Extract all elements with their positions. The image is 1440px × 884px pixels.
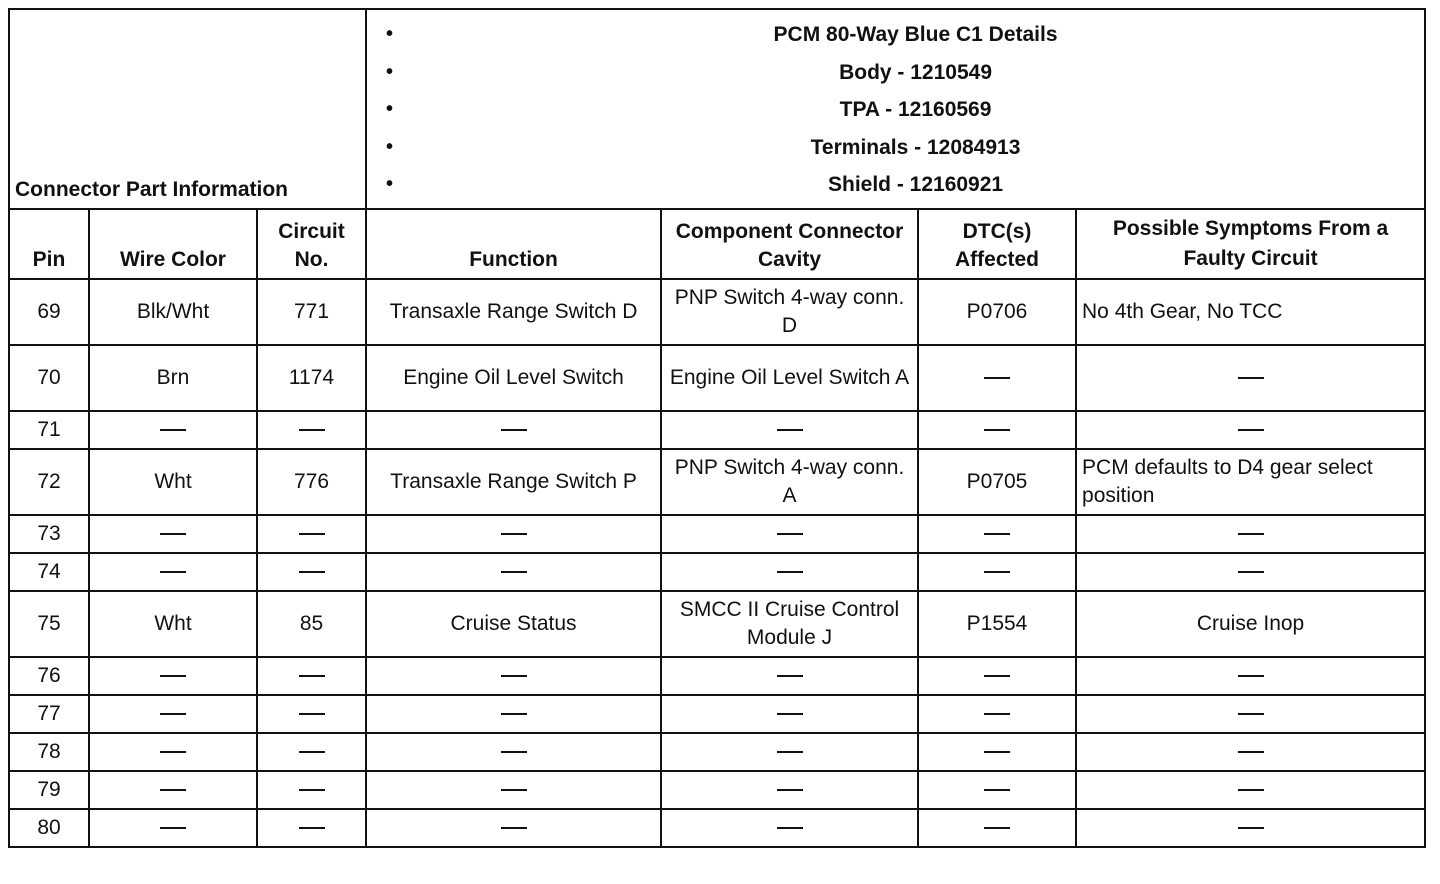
em-dash [299,789,325,791]
em-dash [1238,571,1264,573]
em-dash [501,751,527,753]
em-dash [1238,751,1264,753]
em-dash [777,751,803,753]
cell-wire-color [89,771,257,809]
cell-component-cavity: PNP Switch 4-way conn. A [661,449,918,515]
em-dash [984,429,1010,431]
cell-symptoms [1076,771,1425,809]
connector-info-details [366,9,1425,209]
em-dash [1238,713,1264,715]
connector-info-item: • Body - 1210549 [412,54,1419,92]
cell-function [366,657,661,695]
em-dash [160,827,186,829]
cell-function: Transaxle Range Switch D [366,279,661,345]
cell-function [366,553,661,591]
header-circuit-no: Circuit No. [257,209,366,279]
em-dash [1238,675,1264,677]
cell-dtc [918,733,1076,771]
em-dash [160,533,186,535]
cell-component-cavity [661,733,918,771]
cell-pin: 79 [9,771,89,809]
cell-symptoms: No 4th Gear, No TCC [1076,279,1425,345]
cell-wire-color [89,411,257,449]
em-dash [160,751,186,753]
cell-symptoms [1076,345,1425,411]
table-row [9,279,1425,345]
cell-circuit-no [257,515,366,553]
cell-circuit-no [257,657,366,695]
cell-circuit-no [257,553,366,591]
table-row [9,657,1425,695]
cell-component-cavity: SMCC II Cruise Control Module J [661,591,918,657]
em-dash [777,789,803,791]
em-dash [299,533,325,535]
cell-dtc [918,657,1076,695]
cell-dtc: P1554 [918,591,1076,657]
cell-pin: 75 [9,591,89,657]
cell-wire-color: Blk/Wht [89,279,257,345]
em-dash [984,827,1010,829]
cell-circuit-no: 771 [257,279,366,345]
cell-component-cavity: Engine Oil Level Switch A [661,345,918,411]
em-dash [984,377,1010,379]
cell-circuit-no: 85 [257,591,366,657]
cell-wire-color [89,733,257,771]
cell-symptoms [1076,411,1425,449]
em-dash [984,789,1010,791]
cell-wire-color: Brn [89,345,257,411]
pin-rows [9,279,1425,847]
em-dash [501,789,527,791]
table-row [9,771,1425,809]
connector-info-item: • Shield - 12160921 [412,166,1419,204]
connector-info-item: • Terminals - 12084913 [412,129,1419,167]
cell-pin: 73 [9,515,89,553]
em-dash [1238,827,1264,829]
em-dash [501,533,527,535]
cell-dtc: P0706 [918,279,1076,345]
em-dash [501,571,527,573]
cell-component-cavity [661,771,918,809]
cell-symptoms [1076,809,1425,847]
connector-table [8,8,1426,848]
cell-function [366,809,661,847]
em-dash [777,713,803,715]
em-dash [984,571,1010,573]
em-dash [299,751,325,753]
em-dash [299,827,325,829]
cell-pin: 71 [9,411,89,449]
em-dash [501,713,527,715]
cell-component-cavity: PNP Switch 4-way conn. D [661,279,918,345]
cell-pin: 78 [9,733,89,771]
em-dash [984,751,1010,753]
em-dash [501,675,527,677]
cell-function: Transaxle Range Switch P [366,449,661,515]
table-row [9,449,1425,515]
em-dash [984,713,1010,715]
cell-component-cavity [661,809,918,847]
cell-dtc [918,553,1076,591]
em-dash [160,429,186,431]
em-dash [777,827,803,829]
cell-symptoms: Cruise Inop [1076,591,1425,657]
em-dash [777,571,803,573]
em-dash [160,713,186,715]
em-dash [160,675,186,677]
cell-function [366,733,661,771]
cell-circuit-no: 1174 [257,345,366,411]
cell-pin: 77 [9,695,89,733]
em-dash [1238,533,1264,535]
table-row [9,733,1425,771]
cell-component-cavity [661,695,918,733]
cell-symptoms [1076,657,1425,695]
cell-function: Cruise Status [366,591,661,657]
table-row [9,695,1425,733]
cell-circuit-no [257,733,366,771]
connector-info-item: • TPA - 12160569 [412,91,1419,129]
em-dash [299,675,325,677]
cell-dtc [918,515,1076,553]
em-dash [501,827,527,829]
em-dash [160,789,186,791]
cell-wire-color [89,809,257,847]
cell-wire-color [89,553,257,591]
cell-circuit-no: 776 [257,449,366,515]
em-dash [299,713,325,715]
cell-function [366,695,661,733]
em-dash [984,675,1010,677]
header-pin: Pin [9,209,89,279]
cell-symptoms [1076,515,1425,553]
connector-info-item: • PCM 80-Way Blue C1 Details [412,16,1419,54]
em-dash [1238,789,1264,791]
cell-circuit-no [257,695,366,733]
table-row [9,553,1425,591]
cell-pin: 69 [9,279,89,345]
em-dash [160,571,186,573]
cell-wire-color: Wht [89,591,257,657]
header-dtc: DTC(s) Affected [918,209,1076,279]
table-row [9,809,1425,847]
em-dash [1238,429,1264,431]
cell-dtc [918,411,1076,449]
cell-wire-color: Wht [89,449,257,515]
em-dash [777,533,803,535]
cell-function [366,771,661,809]
cell-component-cavity [661,657,918,695]
table-row [9,591,1425,657]
header-symptoms: Possible Symptoms From a Faulty Circuit [1076,209,1425,279]
connector-info-list [372,16,1419,204]
cell-wire-color [89,515,257,553]
cell-function: Engine Oil Level Switch [366,345,661,411]
em-dash [299,571,325,573]
cell-component-cavity [661,515,918,553]
cell-component-cavity [661,553,918,591]
cell-pin: 80 [9,809,89,847]
em-dash [777,675,803,677]
table-row [9,515,1425,553]
cell-symptoms: PCM defaults to D4 gear select position [1076,449,1425,515]
header-component-cavity: Component Connector Cavity [661,209,918,279]
cell-function [366,515,661,553]
cell-symptoms [1076,553,1425,591]
cell-pin: 76 [9,657,89,695]
em-dash [984,533,1010,535]
cell-dtc [918,809,1076,847]
cell-pin: 70 [9,345,89,411]
table-row [9,411,1425,449]
cell-pin: 74 [9,553,89,591]
cell-circuit-no [257,771,366,809]
cell-symptoms [1076,733,1425,771]
header-wire-color: Wire Color [89,209,257,279]
cell-pin: 72 [9,449,89,515]
cell-dtc [918,695,1076,733]
column-header-row [9,209,1425,279]
table-row [9,345,1425,411]
cell-dtc: P0705 [918,449,1076,515]
cell-circuit-no [257,411,366,449]
em-dash [501,429,527,431]
cell-wire-color [89,695,257,733]
header-function: Function [366,209,661,279]
cell-circuit-no [257,809,366,847]
em-dash [1238,377,1264,379]
cell-dtc [918,345,1076,411]
em-dash [777,429,803,431]
connector-info-label: Connector Part Information [9,9,366,209]
cell-component-cavity [661,411,918,449]
connector-sheet [8,8,1424,848]
em-dash [299,429,325,431]
connector-info-row [9,9,1425,209]
cell-dtc [918,771,1076,809]
cell-function [366,411,661,449]
cell-wire-color [89,657,257,695]
cell-symptoms [1076,695,1425,733]
